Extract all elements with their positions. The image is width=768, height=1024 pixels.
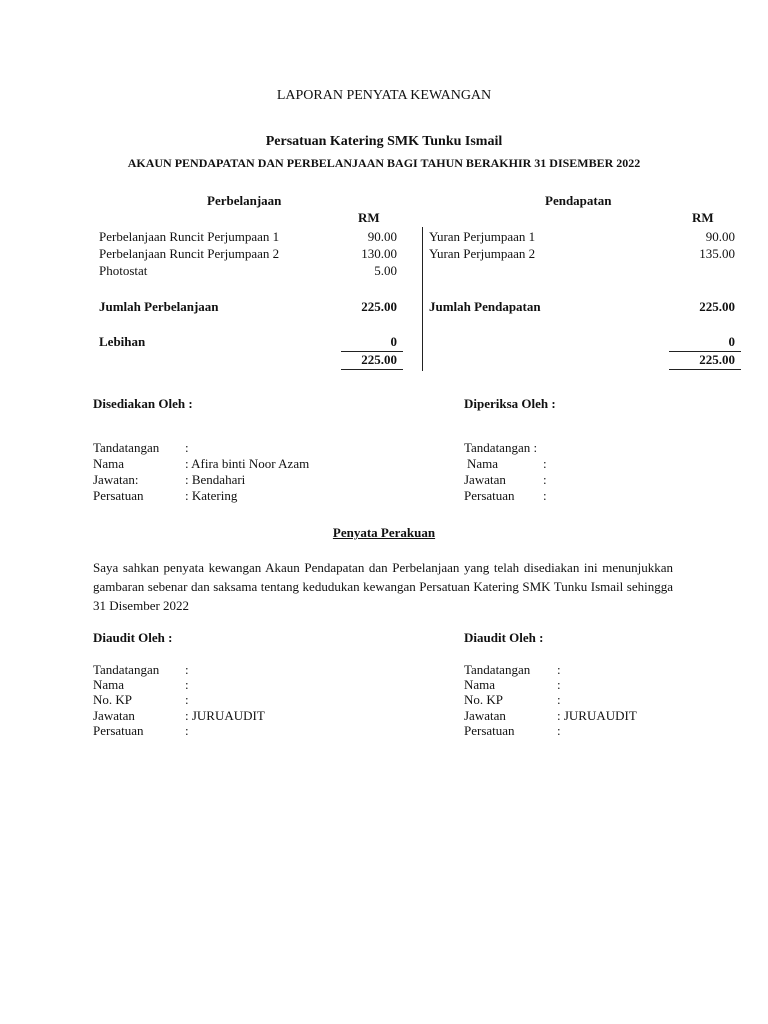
expenditure-surplus: 0 [390,334,397,349]
audited-left-label-signature: Tandatangan [93,662,160,677]
income-item-amount: 135.00 [699,246,735,261]
checked-value-club: : [543,488,547,503]
audited-left-value-ic: : [185,692,189,707]
audited-left-value-signature: : [185,662,189,677]
income-surplus: 0 [728,334,735,349]
audited-right-value-club: : [557,723,561,738]
statement-text: Saya sahkan penyata kewangan Akaun Pendapatan dan Perbelanjaan yang telah disediakan ini menunjukkan gambaran sebenar dan saksama tentang kedudukan kewangan Persatuan Katering SMK Tunku Ismail sehingga 31 Disember 2022 [93,560,673,613]
expenditure-total-label: Jumlah Perbelanjaan [99,299,219,314]
report-title: LAPORAN PENYATA KEWANGAN [276,88,492,103]
org-name: Persatuan Katering SMK Tunku Ismail [265,134,503,149]
expenditure-total: 225.00 [361,299,397,314]
checked-label-club: Persatuan [464,488,515,503]
audited-right-value-name: : [557,677,561,692]
prepared-label-position: Jawatan: [93,472,139,487]
audited-right-label-ic: No. KP [464,692,504,707]
expenditure-item-amount: 130.00 [361,246,397,261]
income-total-rule-bottom [669,369,741,370]
audited-right-heading: Diaudit Oleh : [464,630,544,645]
expenditure-heading: Perbelanjaan [207,193,282,208]
audited-left-value-name: : [185,677,189,692]
audited-right-label-position: Jawatan [464,708,506,723]
audited-right-value-position: : JURUAUDIT [557,708,637,723]
prepared-value-position: : Bendahari [185,472,246,487]
expenditure-item-label: Perbelanjaan Runcit Perjumpaan 1 [99,229,280,244]
income-total: 225.00 [699,299,735,314]
income-grand-total: 225.00 [699,352,735,367]
income-item-label: Yuran Perjumpaan 2 [429,246,536,261]
prepared-value-club: : Katering [185,488,238,503]
audited-right-value-signature: : [557,662,561,677]
audited-left-value-position: : JURUAUDIT [185,708,265,723]
prepared-value-name: : Afira binti Noor Azam [185,456,310,471]
audited-left-label-ic: No. KP [93,692,133,707]
audited-right-label-club: Persatuan [464,723,515,738]
prepared-label-name: Nama [93,456,125,471]
account-title: AKAUN PENDAPATAN DAN PERBELANJAAN BAGI TAHUN BERAKHIR 31 DISEMBER 2022 [127,156,641,170]
prepared-label-club: Persatuan [93,488,144,503]
prepared-heading: Disediakan Oleh : [93,396,193,411]
audited-right-label-name: Nama [464,677,496,692]
income-currency: RM [692,210,714,225]
prepared-label-signature: Tandatangan [93,440,160,455]
audited-left-label-position: Jawatan [93,708,135,723]
checked-value-position: : [543,472,547,487]
income-total-label: Jumlah Pendapatan [429,299,541,314]
audited-left-label-club: Persatuan [93,723,144,738]
expenditure-item-amount: 5.00 [374,263,397,278]
statement-heading: Penyata Perakuan [332,525,436,540]
income-item-amount: 90.00 [705,229,735,244]
expenditure-item-amount: 90.00 [367,229,397,244]
expenditure-total-rule-bottom [341,369,403,370]
surplus-label: Lebihan [99,334,146,349]
column-divider [422,227,423,371]
income-item-label: Yuran Perjumpaan 1 [429,229,536,244]
audited-left-heading: Diaudit Oleh : [93,630,173,645]
checked-value-name: : [543,456,547,471]
checked-label-signature: Tandatangan : [464,440,538,455]
expenditure-item-label: Perbelanjaan Runcit Perjumpaan 2 [99,246,280,261]
checked-label-name: Nama [467,456,499,471]
audited-left-label-name: Nama [93,677,125,692]
checked-label-position: Jawatan [464,472,506,487]
audited-left-value-club: : [185,723,189,738]
checked-heading: Diperiksa Oleh : [464,396,556,411]
income-heading: Pendapatan [545,193,612,208]
expenditure-grand-total: 225.00 [361,352,397,367]
expenditure-currency: RM [358,210,380,225]
audited-right-label-signature: Tandatangan [464,662,531,677]
expenditure-item-label: Photostat [99,263,148,278]
prepared-value-signature: : [185,440,189,455]
audited-right-value-ic: : [557,692,561,707]
